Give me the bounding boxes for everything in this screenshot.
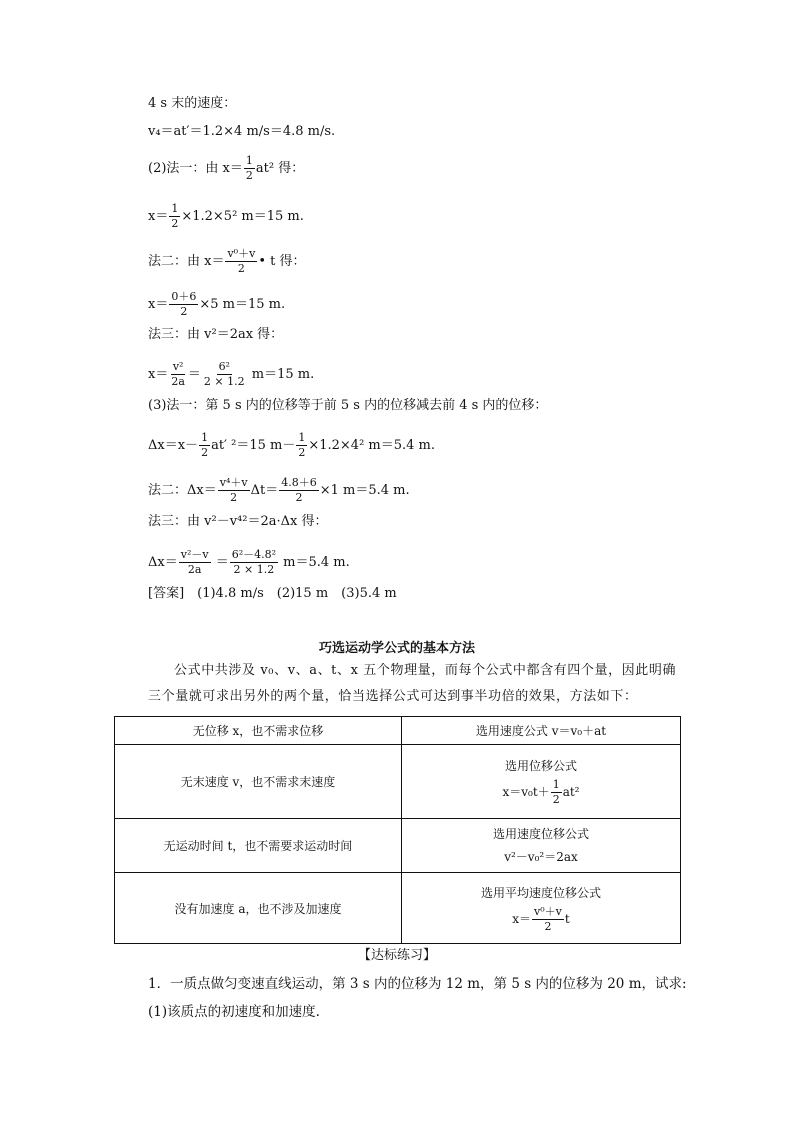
numerator: v² xyxy=(172,360,184,373)
fraction xyxy=(218,477,250,504)
denominator: 2 xyxy=(171,217,179,230)
solution-line-8 xyxy=(148,361,314,388)
denominator: 2 xyxy=(230,491,238,504)
choice-cell xyxy=(402,873,681,944)
solution-line-10 xyxy=(148,432,435,459)
solution-line-12: 法三：由 v²－v⁴²＝2a·Δx 得： xyxy=(148,514,328,529)
text: x＝ xyxy=(148,209,169,224)
text: (2)法一：由 x＝ xyxy=(148,161,243,176)
fraction xyxy=(169,361,187,388)
fraction xyxy=(230,549,278,576)
fraction xyxy=(199,432,210,459)
denominator: 2 xyxy=(544,919,552,933)
text: m＝5.4 m. xyxy=(279,555,350,570)
denominator: 2 × 1.2 xyxy=(233,563,275,576)
denominator: 2 xyxy=(237,262,245,275)
table-row xyxy=(115,819,681,873)
text: Δx＝ xyxy=(148,555,178,570)
solution-line-11 xyxy=(148,477,410,504)
text: ×5 m＝15 m. xyxy=(199,297,286,312)
numerator: 4.8＋6 xyxy=(281,476,317,489)
text: ×1.2×4² m＝5.4 m. xyxy=(308,438,436,453)
text: Δt＝ xyxy=(250,483,279,498)
solution-line-13 xyxy=(148,549,350,576)
question-1-part-1: (1)该质点的初速度和加速度. xyxy=(148,1004,320,1020)
solution-line-4 xyxy=(148,203,304,230)
solution-line-7: 法三：由 v²＝2ax 得： xyxy=(148,327,284,342)
table-row xyxy=(115,717,681,745)
text: x＝ xyxy=(148,367,169,382)
method-title: 巧选运动学公式的基本方法 xyxy=(318,641,475,656)
solution-line-1: 4 s 末的速度： xyxy=(148,96,237,111)
text: • t 得： xyxy=(258,254,306,269)
denominator: 2 xyxy=(298,446,306,459)
text: 法二：由 x＝ xyxy=(148,254,225,269)
fraction xyxy=(169,203,180,230)
denominator: 2 × 1.2 xyxy=(203,375,245,388)
text: ＝ xyxy=(211,555,229,570)
fraction xyxy=(244,155,255,182)
denominator: 2 xyxy=(180,305,188,318)
text: x＝ xyxy=(512,911,532,926)
denominator: 2a xyxy=(171,375,185,388)
fraction xyxy=(532,906,564,933)
choice-cell: 选用速度公式 v＝v₀＋at xyxy=(402,717,681,745)
choice-formula xyxy=(402,779,680,806)
choice-formula: v²－v₀²＝2ax xyxy=(504,849,578,864)
numerator: 1 xyxy=(298,431,306,444)
condition-cell: 无位移 x，也不需求位移 xyxy=(115,717,402,745)
denominator: 2 xyxy=(201,446,209,459)
choice-label: 选用速度位移公式 xyxy=(492,826,589,841)
fraction xyxy=(296,432,307,459)
fraction xyxy=(169,291,198,318)
denominator: 2 xyxy=(552,793,560,806)
fraction xyxy=(279,477,319,504)
numerator: 1 xyxy=(552,778,560,791)
denominator: 2 xyxy=(245,169,253,182)
numerator: 1 xyxy=(201,431,209,444)
text: at′ ²＝15 m－ xyxy=(211,438,296,453)
text: at² 得： xyxy=(255,161,305,176)
choice-formula xyxy=(402,906,680,933)
method-intro: 公式中共涉及 v₀、v、a、t、x 五个物理量，而每个公式中都含有四个量，因此明确三个量就可求出另外的两个量，恰当选择公式可达到事半功倍的效果，方法如下： xyxy=(148,663,677,704)
choice-cell xyxy=(402,745,681,819)
text: x＝v₀t＋ xyxy=(502,785,550,799)
fraction xyxy=(179,549,211,576)
text: at² xyxy=(562,785,580,799)
question-1: 1．一质点做匀变速直线运动，第 3 s 内的位移为 12 m，第 5 s 内的位移为 20 m，试求: xyxy=(148,976,687,992)
numerator: v⁰＋v xyxy=(534,904,562,918)
text: t xyxy=(564,911,570,926)
text: ×1 m＝5.4 m. xyxy=(319,483,410,498)
text: ＝ xyxy=(187,367,201,382)
fraction xyxy=(225,248,257,275)
denominator: 2a xyxy=(187,563,202,576)
table-row xyxy=(115,745,681,819)
text: m＝15 m. xyxy=(247,367,315,382)
numerator: v⁰＋v xyxy=(227,247,256,260)
condition-cell: 没有加速度 a，也不涉及加速度 xyxy=(115,873,402,944)
method-table xyxy=(114,716,681,944)
choice-label: 选用位移公式 xyxy=(504,759,577,773)
condition-cell: 无运动时间 t，也不需要求运动时间 xyxy=(115,819,402,873)
text: 法二：Δx＝ xyxy=(148,483,217,498)
fraction xyxy=(551,779,562,806)
text: Δx＝x－ xyxy=(148,438,199,453)
numerator: 6² xyxy=(218,360,230,373)
numerator: 1 xyxy=(171,202,179,215)
choice-cell xyxy=(402,819,681,873)
numerator: v²－v xyxy=(180,548,209,561)
answer-line: [答案] (1)4.8 m/s (2)15 m (3)5.4 m xyxy=(148,586,397,601)
numerator: v⁴＋v xyxy=(219,476,248,489)
solution-line-6 xyxy=(148,291,285,318)
denominator: 2 xyxy=(295,491,303,504)
condition-cell: 无末速度 v，也不需求末速度 xyxy=(115,745,402,819)
text: x＝ xyxy=(148,297,169,312)
numerator: 6²－4.8² xyxy=(231,548,277,561)
solution-line-2: v₄＝at′＝1.2×4 m/s＝4.8 m/s. xyxy=(148,124,336,139)
text: ×1.2×5² m＝15 m. xyxy=(181,209,304,224)
exercise-title: 【达标练习】 xyxy=(357,948,436,963)
table-row xyxy=(115,873,681,944)
fraction xyxy=(202,361,247,388)
numerator: 0＋6 xyxy=(171,290,197,303)
solution-line-9: (3)法一：第 5 s 内的位移等于前 5 s 内的位移减去前 4 s 内的位移： xyxy=(148,398,548,413)
solution-line-5 xyxy=(148,248,305,275)
solution-line-3 xyxy=(148,155,304,182)
choice-label: 选用平均速度位移公式 xyxy=(480,885,601,900)
numerator: 1 xyxy=(245,154,253,167)
